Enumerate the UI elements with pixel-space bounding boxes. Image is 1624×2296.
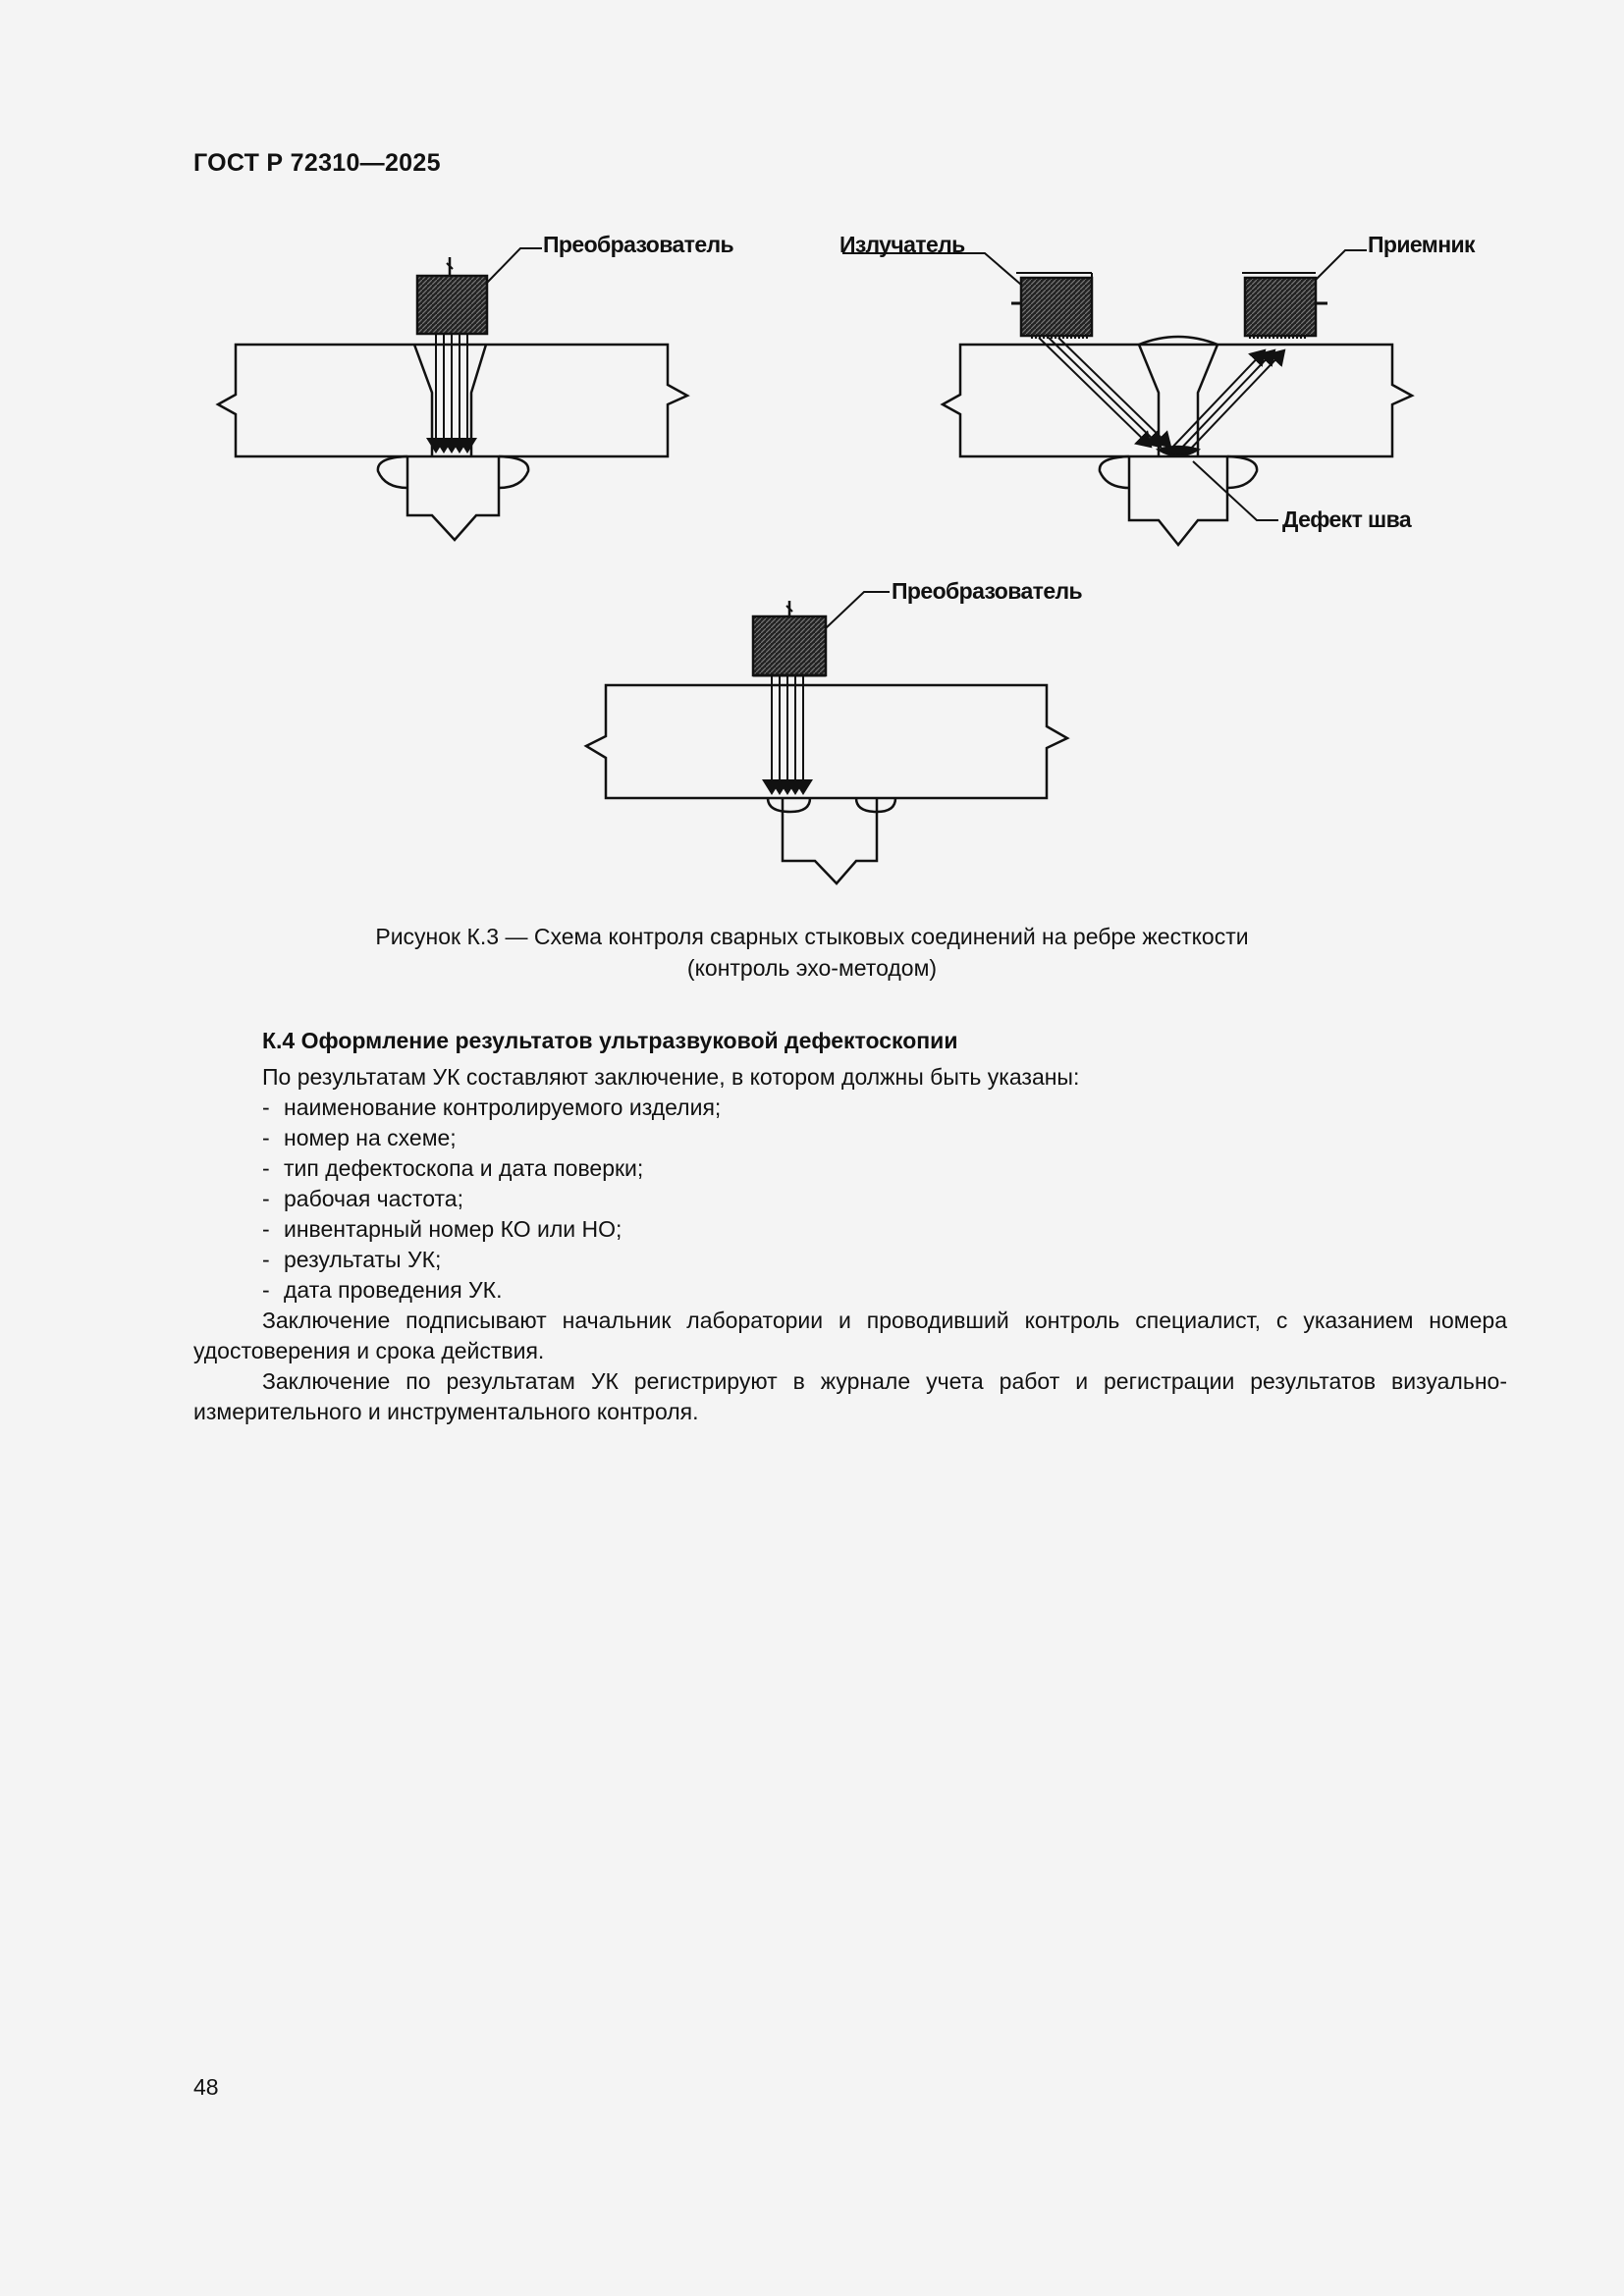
weld-bead-right — [1227, 456, 1257, 488]
list-item: - рабочая частота; — [262, 1186, 463, 1211]
label-emitter: Излучатель — [839, 232, 965, 257]
weld-bead-left — [1100, 456, 1129, 488]
list-item: - результаты УК; — [262, 1247, 442, 1272]
paragraph-registration: Заключение по результатам УК регистрируют в журнале учета работ и регистрации результатов визуально-измерительного и инструментального контроля. — [193, 1368, 1507, 1424]
weld-bead-left — [768, 798, 810, 812]
weld-bead-left — [378, 456, 407, 488]
caption-line-1: Рисунок К.3 — Схема контроля сварных стыковых соединений на ребре жесткости — [375, 924, 1249, 949]
beam-incident-3 — [1058, 338, 1170, 447]
plate-outline — [943, 345, 1412, 456]
label-probe-bottom: Преобразователь — [892, 578, 1083, 604]
list-item: - инвентарный номер КО или НО; — [262, 1216, 623, 1242]
beam-incident-1 — [1039, 338, 1151, 447]
diagram-rib-probe — [586, 592, 1067, 883]
diagram-tandem-probes — [842, 250, 1412, 545]
weld-bead-right — [499, 456, 528, 488]
probe-transducer-icon — [417, 276, 487, 334]
stiffener-rib — [407, 456, 499, 540]
label-defect: Дефект шва — [1282, 507, 1412, 532]
leader-line — [487, 248, 542, 283]
list-item: - дата проведения УК. — [262, 1277, 503, 1303]
weld-groove — [414, 345, 486, 456]
weld-groove — [1139, 345, 1218, 456]
section-body — [193, 1026, 1507, 1427]
emitter-transducer-icon — [1021, 278, 1092, 336]
list-item: - номер на схеме; — [262, 1125, 457, 1150]
label-probe-top: Преобразователь — [543, 232, 734, 257]
beam-reflected-1 — [1166, 350, 1265, 454]
receiver-leader — [1316, 250, 1367, 280]
plate-outline — [586, 685, 1067, 798]
beam-reflected-3 — [1186, 350, 1284, 454]
weld-defect — [1159, 447, 1198, 455]
caption-line-2: (контроль эхо-методом) — [686, 955, 938, 981]
probe-transducer-icon — [753, 616, 826, 675]
receiver-transducer-icon — [1245, 278, 1316, 336]
figure-caption — [295, 921, 1329, 984]
stiffener-rib — [1129, 456, 1227, 545]
document-header: ГОСТ Р 72310—2025 — [193, 149, 441, 177]
label-receiver: Приемник — [1368, 232, 1475, 257]
list-item: - тип дефектоскопа и дата поверки; — [262, 1155, 644, 1181]
section-title: К.4 Оформление результатов ультразвуковой дефектоскопии — [262, 1028, 958, 1053]
diagram-straight-probe — [218, 248, 687, 540]
leader-line — [826, 592, 890, 628]
paragraph-signature: Заключение подписывают начальник лаборатории и проводивший контроль специалист, с указанием номера удостоверения и срока действия. — [193, 1308, 1507, 1363]
beam-reflected-2 — [1176, 350, 1274, 454]
list-item: - наименование контролируемого изделия; — [262, 1095, 722, 1120]
section-intro: По результатам УК составляют заключение, в котором должны быть указаны: — [262, 1064, 1080, 1090]
weld-inspection-diagram — [0, 0, 1624, 942]
defect-leader — [1193, 461, 1278, 520]
page-number: 48 — [193, 2074, 219, 2100]
